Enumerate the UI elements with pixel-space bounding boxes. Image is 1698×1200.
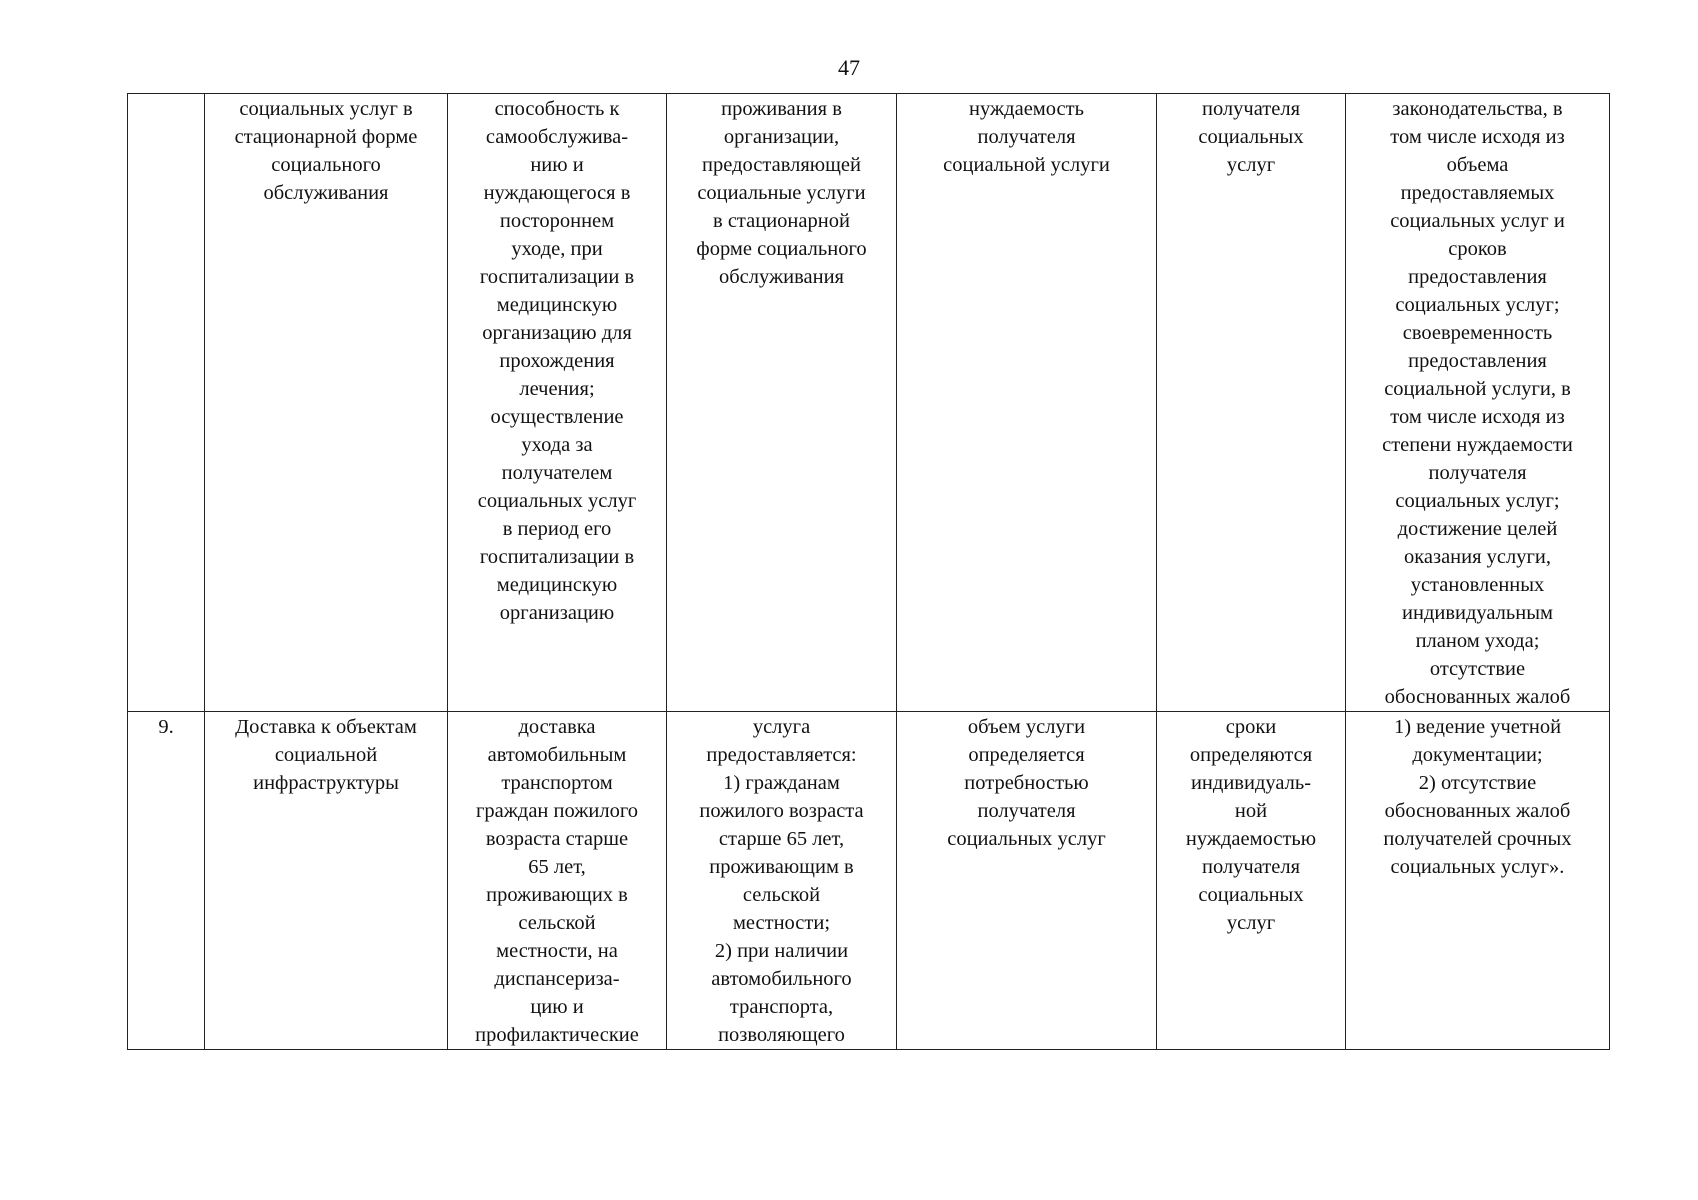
service-name-cell: Доставка к объектам социальной инфраструктуры <box>205 712 448 1050</box>
service-volume-cell: нуждаемость получателя социальной услуги <box>897 94 1157 712</box>
service-name-cell: социальных услуг в стационарной форме социального обслуживания <box>205 94 448 712</box>
service-quality-cell: 1) ведение учетной документации; 2) отсутствие обоснованных жалоб получателей срочных социальных услуг». <box>1346 712 1610 1050</box>
service-terms-cell: получателя социальных услуг <box>1157 94 1346 712</box>
service-quality-cell: законодательства, в том числе исходя из объема предоставляемых социальных услуг и сроков предоставления социальных услуг; своевременность предоставления социальной услуги, в том числе исходя из степени нуждаемости получателя социальных услуг; достижение целей оказания услуги, установленных индивидуальным планом ухода; отсутствие обоснованных жалоб <box>1346 94 1610 712</box>
table-row <box>128 712 1610 1050</box>
service-conditions-cell: услуга предоставляется: 1) гражданам пожилого возраста старше 65 лет, проживающим в сельской местности; 2) при наличии автомобильного транспорта, позволяющего <box>667 712 897 1050</box>
service-volume-cell: объем услуги определяется потребностью получателя социальных услуг <box>897 712 1157 1050</box>
table-row <box>128 94 1610 712</box>
service-description-cell: способность к самообслужива- нию и нуждающегося в постороннем уходе, при госпитализации в медицинскую организацию для прохождения лечения; осуществление ухода за получателем социальных услуг в период его госпитализации в медицинскую организацию <box>448 94 667 712</box>
service-terms-cell: сроки определяются индивидуаль- ной нуждаемостью получателя социальных услуг <box>1157 712 1346 1050</box>
row-number-cell: 9. <box>128 712 205 1050</box>
services-table <box>127 93 1610 1050</box>
service-description-cell: доставка автомобильным транспортом граждан пожилого возраста старше 65 лет, проживающих в сельской местности, на диспансериза- цию и профилактические <box>448 712 667 1050</box>
service-conditions-cell: проживания в организации, предоставляющей социальные услуги в стационарной форме социального обслуживания <box>667 94 897 712</box>
page-number: 47 <box>838 55 860 80</box>
row-number-cell <box>128 94 205 712</box>
